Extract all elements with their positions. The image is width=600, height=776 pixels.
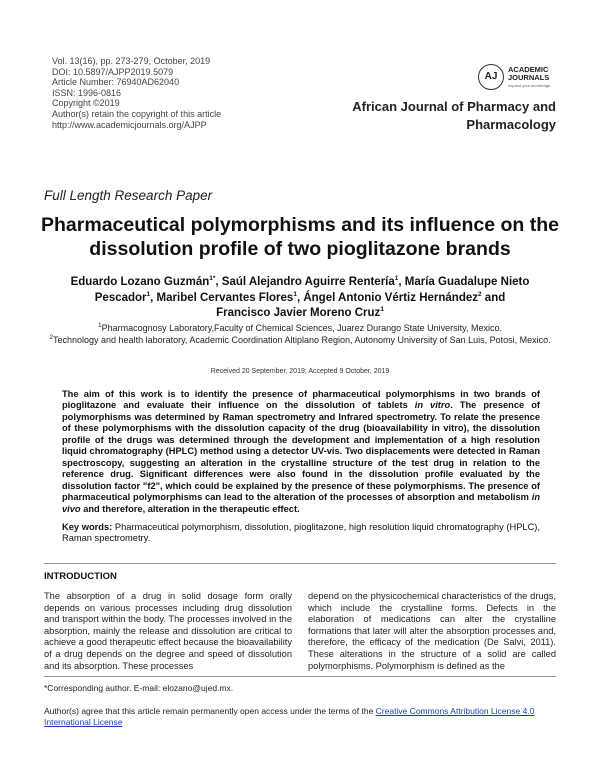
volume-line: Vol. 13(16), pp. 273-279, October, 2019: [52, 56, 211, 66]
author-affiliation-mark: 2: [477, 290, 482, 298]
affiliation-1: [48, 323, 552, 335]
journal-name: [316, 98, 556, 134]
author-name: Saúl Alejandro Aguirre Rentería: [221, 276, 395, 288]
affiliation-2: [48, 335, 552, 347]
author-list: [48, 275, 552, 322]
logo-wordmark: [508, 66, 549, 82]
logo-word-1: ACADEMIC: [508, 65, 549, 74]
paper-type: Full Length Research Paper: [44, 188, 213, 203]
introduction-column-2: depend on the physicochemical characteristics of the drugs, which include the crystalline forms. Defects in the elaboration of medications can alter the crystalline formations that later will alter the absorption processes and, therefore, the efficacy of the medication (De Salvi, 2011). These alterations in the structure of a solid are called polymorphisms. Polymorphism is defined as the: [308, 591, 556, 671]
author-affiliation-mark: 1: [380, 306, 384, 314]
author-and: and: [481, 291, 506, 304]
author-name: Ángel Antonio Vértiz Hernández: [303, 291, 478, 304]
abstract-emphasis-in-vitro: in vitro: [414, 400, 451, 411]
paper-title: Pharmaceutical polymorphisms and its influence on the dissolution profile of two pioglitazone brands: [41, 214, 559, 260]
author-affiliation-mark: 1: [146, 290, 151, 298]
footnote-divider: [44, 676, 556, 677]
keywords-text: Pharmaceutical polymorphism, dissolution, pioglitazone, high resolution liquid chromatography (HPLC), Raman spectrometry.: [62, 522, 540, 544]
corresponding-author: *Corresponding author. E-mail: elozano@ujed.mx.: [44, 683, 234, 693]
journal-url-line[interactable]: http://www.academicjournals.org/AJPP: [52, 119, 207, 130]
keywords-label: Key words:: [62, 522, 113, 532]
author-name: Maribel Cervantes Flores: [156, 291, 294, 304]
abstract-text-1: The aim of this work is to identify the presence of pharmaceutical polymorphisms in two brands of pioglitazone and evaluate their influence on the dissolution of tablets: [62, 389, 540, 411]
author-affiliation-mark: 1: [293, 290, 297, 298]
article-metadata: [52, 56, 221, 130]
journal-name-line-1: African Journal of Pharmacy and: [352, 99, 556, 114]
author-name: Francisco Javier Moreno Cruz: [216, 307, 381, 319]
introduction-column-1: The absorption of a drug in solid dosage form orally depends on various processes including drug dissolution and transport within the body. The processes involved in the absorption, mainly the release and dissolution are critical to achieve a good therapeutic effect because the bioavailability of a drug depends on the degree and speed of dissolution and its absorption. These processes: [44, 591, 292, 671]
affiliations: [48, 323, 552, 346]
academic-journals-logo: [478, 64, 568, 92]
abstract: [62, 389, 540, 515]
doi-line: DOI: 10.5897/AJPP2019.5079: [52, 66, 174, 77]
logo-tagline: expand your knowledge: [508, 83, 551, 88]
affiliation-text: Technology and health laboratory, Academic Coordination Altiplano Region, Autonomy University of San Luis, Potosi, Mexico.: [53, 334, 551, 345]
author-name: Eduardo Lozano Guzmán: [70, 276, 210, 288]
article-number-line: Article Number: 76940AD62040: [52, 77, 180, 88]
license-statement: [44, 706, 556, 728]
abstract-emphasis-in-vivo: in vivo: [62, 492, 540, 514]
affiliation-mark: 2: [49, 333, 53, 341]
issn-line: ISSN: 1996-0816: [52, 87, 122, 98]
author-separator: ,: [215, 276, 222, 288]
copyright-retain-line: Author(s) retain the copyright of this article: [52, 108, 222, 119]
license-text: Author(s) agree that this article remain permanently open access under the terms of the: [44, 706, 376, 716]
affiliation-mark: 1: [98, 322, 102, 329]
author-affiliation-mark: 1: [394, 275, 399, 283]
author-name: María Guadalupe Nieto Pescador: [94, 276, 530, 304]
introduction-heading: INTRODUCTION: [44, 571, 117, 582]
journal-name-line-2: Pharmacology: [466, 117, 556, 132]
aj-logo-icon: AJ: [478, 64, 504, 90]
keywords: [62, 522, 540, 545]
author-affiliation-mark: 1*: [209, 275, 216, 283]
author-separator: ,: [150, 291, 157, 304]
license-link[interactable]: Creative Commons Attribution License 4.0 International License: [44, 706, 535, 727]
abstract-text-2: . The presence of polymorphisms was determined by Raman spectrometry and Infrared spectrometry. To relate the presence of these polymorphisms with the dissolution capacity of the drug (bioavailability in vitro), the dissolution profile of the drugs was determined through the development and implementation of a high resolution liquid chromatography (HPLC) method using a detector UV-vis. Two displacements were detected in Raman spectroscopy, suggesting an alteration in the crystalline structure of the test drug in relation to the reference drug. Significant differences were also found in the dissolution profile evaluated by the dissolution factor "f2", which could be explained by the presence of these polymorphisms. The presence of pharmaceutical polymorphisms can lead to the alteration of the processes of absorption and metabolism: [62, 400, 540, 503]
received-accepted-dates: Received 20 September, 2019; Accepted 9 October, 2019: [210, 368, 390, 375]
logo-word-2: JOURNALS: [508, 73, 550, 82]
abstract-text-3: and therefore, alteration in the therapeutic effect.: [80, 503, 300, 514]
section-divider: [44, 563, 556, 564]
affiliation-text: Pharmacognosy Laboratory,Faculty of Chemical Sciences, Juarez Durango State University, Mexico.: [101, 323, 502, 333]
author-separator: ,: [296, 291, 304, 304]
author-separator: ,: [398, 276, 405, 288]
copyright-line: Copyright ©2019: [52, 98, 120, 109]
